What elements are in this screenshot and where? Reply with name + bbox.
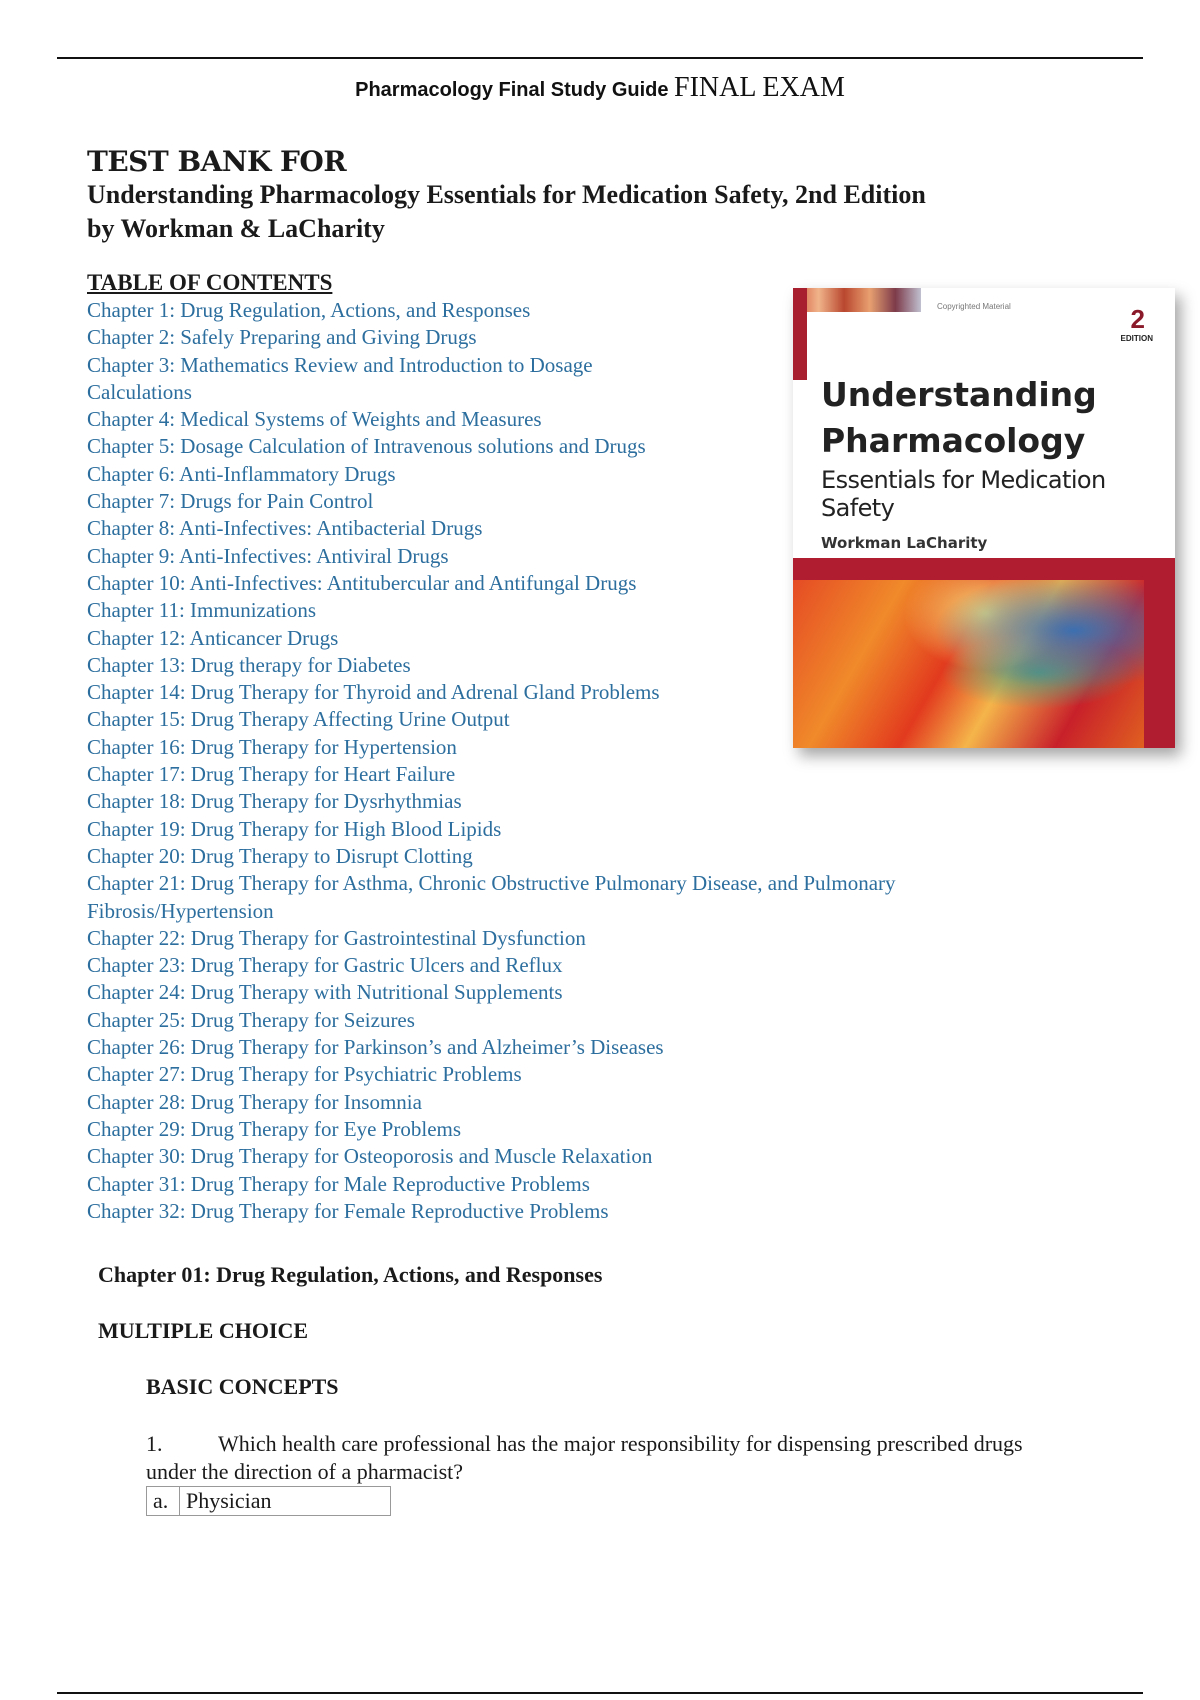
toc-chapter-link[interactable]: Chapter 7: Drugs for Pain Control — [87, 489, 374, 514]
answer-option-text: Physician — [180, 1487, 391, 1516]
book-title-line2: by Workman & LaCharity — [87, 214, 385, 243]
toc-chapter-link[interactable]: Chapter 5: Dosage Calculation of Intravenous solutions and Drugs — [87, 434, 646, 459]
toc-chapter-link[interactable]: Chapter 20: Drug Therapy to Disrupt Clotting — [87, 843, 473, 868]
cover-title-line1: Understanding — [821, 375, 1097, 414]
toc-chapter-link[interactable]: Chapter 2: Safely Preparing and Giving Drugs — [87, 325, 477, 350]
cover-subtitle: Essentials for Medication Safety — [821, 466, 1106, 522]
header-right-text: FINAL EXAM — [674, 72, 845, 103]
question-type-heading: MULTIPLE CHOICE — [98, 1318, 309, 1343]
toc-chapter-link[interactable]: Chapter 14: Drug Therapy for Thyroid and Adrenal Gland Problems — [87, 680, 660, 705]
toc-heading: TABLE OF CONTENTS — [87, 270, 333, 295]
toc-chapter-link[interactable]: Chapter 6: Anti-Inflammatory Drugs — [87, 461, 396, 486]
toc-chapter-link[interactable]: Chapter 21: Drug Therapy for Asthma, Chronic Obstructive Pulmonary Disease, and Pulmonary Fibrosis/Hypertension — [87, 871, 896, 923]
toc-chapter-link[interactable]: Chapter 29: Drug Therapy for Eye Problems — [87, 1116, 462, 1141]
question-text: Which health care professional has the major responsibility for dispensing prescribed drugs under the direction of a pharmacist? — [146, 1431, 1023, 1484]
toc-chapter-link[interactable]: Chapter 4: Medical Systems of Weights and Measures — [87, 407, 542, 432]
bottom-rule — [57, 1692, 1143, 1694]
answer-options-table — [146, 1486, 391, 1516]
toc-chapter-link[interactable]: Chapter 19: Drug Therapy for High Blood Lipids — [87, 816, 502, 841]
cover-edition-label: EDITION — [1120, 334, 1153, 343]
toc-chapter-link[interactable]: Chapter 24: Drug Therapy with Nutritional Supplements — [87, 980, 563, 1005]
toc-chapter-link[interactable]: Chapter 27: Drug Therapy for Psychiatric Problems — [87, 1062, 522, 1087]
toc-chapter-link[interactable]: Chapter 28: Drug Therapy for Insomnia — [87, 1089, 422, 1114]
toc-chapter-link[interactable]: Chapter 10: Anti-Infectives: Antitubercular and Antifungal Drugs — [87, 570, 637, 595]
top-rule — [57, 57, 1143, 59]
page-header — [0, 72, 1200, 104]
toc-chapter-link[interactable]: Chapter 23: Drug Therapy for Gastric Ulcers and Reflux — [87, 953, 563, 978]
cover-left-bar — [793, 288, 807, 380]
toc-chapter-link[interactable]: Chapter 3: Mathematics Review and Introduction to Dosage Calculations — [87, 352, 593, 404]
chapter-heading: Chapter 01: Drug Regulation, Actions, and Responses — [98, 1262, 603, 1287]
section-subheading: BASIC CONCEPTS — [146, 1374, 339, 1399]
book-cover-image — [793, 288, 1175, 748]
toc-chapter-link[interactable]: Chapter 15: Drug Therapy Affecting Urine Output — [87, 707, 510, 732]
book-title-line1: Understanding Pharmacology Essentials for Medication Safety, 2nd Edition — [87, 180, 926, 209]
cover-paint-strokes — [793, 580, 1144, 748]
cover-title — [821, 372, 1161, 464]
cover-authors: Workman LaCharity — [821, 534, 988, 552]
toc-chapter-link[interactable]: Chapter 16: Drug Therapy for Hypertension — [87, 734, 457, 759]
toc-chapter-link[interactable]: Chapter 31: Drug Therapy for Male Reproductive Problems — [87, 1171, 590, 1196]
question-1 — [146, 1430, 1056, 1486]
toc-chapter-link[interactable]: Chapter 32: Drug Therapy for Female Reproductive Problems — [87, 1198, 609, 1223]
toc-chapter-link[interactable]: Chapter 1: Drug Regulation, Actions, and Responses — [87, 298, 531, 322]
question-number: 1. — [146, 1431, 163, 1456]
cover-title-line2: Pharmacology — [821, 421, 1086, 460]
toc-chapter-link[interactable]: Chapter 22: Drug Therapy for Gastrointestinal Dysfunction — [87, 925, 586, 950]
book-title — [87, 178, 1047, 246]
toc-chapter-link[interactable]: Chapter 11: Immunizations — [87, 598, 317, 623]
cover-top-strip — [793, 288, 921, 312]
toc-chapter-link[interactable]: Chapter 18: Drug Therapy for Dysrhythmias — [87, 789, 462, 814]
header-left-text: Pharmacology Final Study Guide — [355, 79, 669, 101]
cover-edition-number: 2 — [1130, 304, 1145, 334]
cover-copyright: Copyrighted Material — [937, 302, 1011, 311]
toc-chapter-link[interactable]: Chapter 8: Anti-Infectives: Antibacterial Drugs — [87, 516, 483, 541]
toc-chapter-link[interactable]: Chapter 30: Drug Therapy for Osteoporosis and Muscle Relaxation — [87, 1144, 653, 1169]
toc-chapter-link[interactable]: Chapter 26: Drug Therapy for Parkinson’s and Alzheimer’s Diseases — [87, 1035, 664, 1060]
answer-option-row[interactable] — [147, 1487, 391, 1516]
test-bank-label: TEST BANK FOR — [87, 145, 347, 178]
toc-chapter-link[interactable]: Chapter 17: Drug Therapy for Heart Failure — [87, 762, 456, 787]
toc-chapter-link[interactable]: Chapter 12: Anticancer Drugs — [87, 625, 339, 650]
cover-artwork — [793, 558, 1175, 748]
toc-chapter-link[interactable]: Chapter 13: Drug therapy for Diabetes — [87, 652, 411, 677]
answer-option-letter: a. — [147, 1487, 180, 1516]
toc-chapter-link[interactable]: Chapter 9: Anti-Infectives: Antiviral Drugs — [87, 543, 449, 568]
toc-chapter-link[interactable]: Chapter 25: Drug Therapy for Seizures — [87, 1007, 415, 1032]
